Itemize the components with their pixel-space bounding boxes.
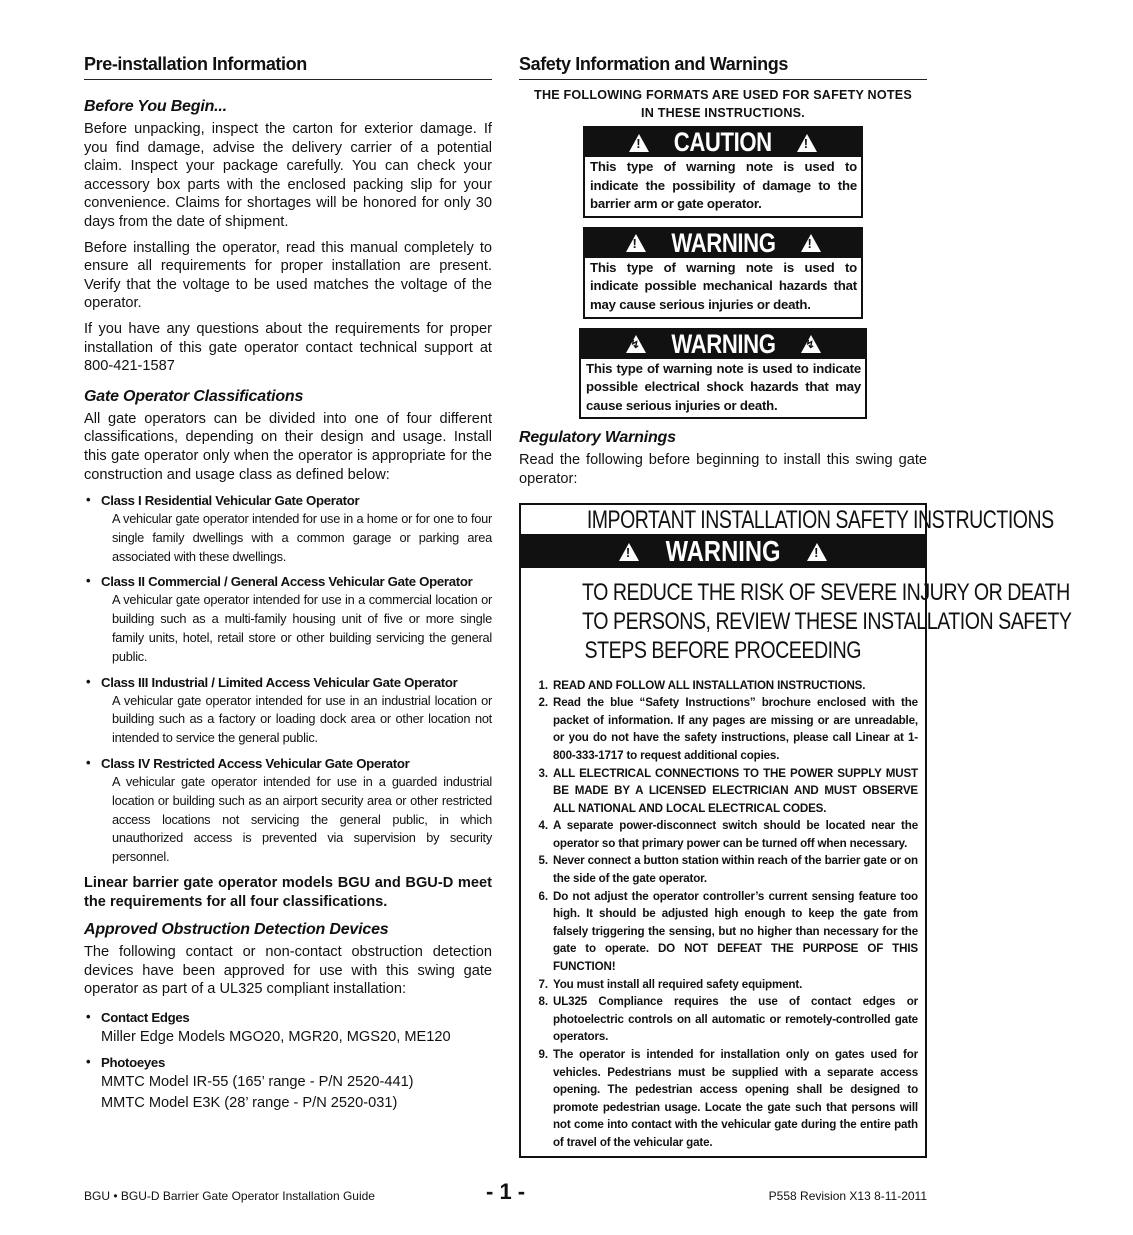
safety-heading: Safety Information and Warnings — [519, 54, 927, 80]
devices-intro: The following contact or non-contact obstruction detection devices have been approved for use with this swing gate operator as part of a UL325 compliant installation: — [84, 944, 492, 998]
caution-word: CAUTION — [674, 127, 772, 157]
class-description: A vehicular gate operator intended for use in a guarded industrial location or building such as an airport security area or other restricted access locations not servicing the general public, in which unauthorized access is prevented via supervision by security personnel. — [112, 774, 492, 865]
mechanical-warning-text: This type of warning note is used to indicate possible mechanical hazards that may cause serious injuries or death. — [590, 259, 857, 312]
before-paragraph-2: Before installing the operator, read this manual completely to ensure all requirements for proper installation are present. Verify that the voltage to be used matches the voltage of the operator. — [84, 239, 492, 312]
exclamation-triangle-icon — [801, 234, 821, 252]
class-description: A vehicular gate operator intended for use in a home or for one to four single family dwellings with a common garage or parking area associated with these dwellings. — [112, 511, 492, 564]
caution-sign-header — [585, 128, 861, 157]
footer-revision: P558 Revision X13 8-11-2011 — [768, 1189, 927, 1203]
device-item — [84, 1009, 492, 1048]
lead-line: STEPS BEFORE PROCEEDING — [584, 636, 862, 664]
exclamation-triangle-icon — [626, 234, 646, 252]
caution-sign — [583, 126, 863, 218]
footer-guide-title: BGU • BGU-D Barrier Gate Operator Installation Guide — [84, 1189, 375, 1203]
lightning-triangle-icon — [626, 335, 646, 353]
safety-step: 3. ALL ELECTRICAL CONNECTIONS TO THE POWER SUPPLY MUST BE MADE BY A LICENSED ELECTRICIAN AND MUST OBSERVE ALL NATIONAL AND LOCAL ELECTRICAL CODES. — [551, 765, 918, 818]
classification-note: Linear barrier gate operator models BGU and BGU-D meet the requirements for all four classifications. — [84, 875, 492, 910]
classifications-list — [84, 492, 492, 867]
class-item — [84, 755, 492, 867]
important-warning-word: WARNING — [665, 535, 781, 568]
important-warning-bar — [521, 536, 925, 568]
page-footer — [84, 1179, 927, 1207]
devices-heading: Approved Obstruction Detection Devices — [84, 921, 389, 939]
safety-step: 5. Never connect a button station within reach of the barrier gate or on the side of the gate operator. — [551, 852, 918, 887]
formats-line-1: THE FOLLOWING FORMATS ARE USED FOR SAFETY NOTES — [534, 88, 912, 102]
safety-step: 8. UL325 Compliance requires the use of contact edges or photoelectric controls on all automatic or remotely-controlled gate operators. — [551, 993, 918, 1046]
page-number: - 1 - — [486, 1179, 526, 1204]
safety-step: 4. A separate power-disconnect switch should be located near the operator so that primary power can be turned off when necessary. — [551, 817, 918, 852]
class-item — [84, 573, 492, 666]
class-item — [84, 674, 492, 748]
important-safety-title — [521, 505, 1054, 536]
before-you-begin-heading: Before You Begin... — [84, 98, 227, 115]
class-title: • Class III Industrial / Limited Access Vehicular Gate Operator — [101, 674, 458, 690]
formats-note — [519, 86, 927, 122]
important-safety-title-text: IMPORTANT INSTALLATION SAFETY INSTRUCTIONS — [586, 505, 1054, 534]
device-title: • Photoeyes — [101, 1055, 165, 1071]
formats-line-2: IN THESE INSTRUCTIONS. — [641, 106, 805, 120]
exclamation-triangle-icon — [619, 543, 639, 561]
warning-word: WARNING — [670, 227, 776, 258]
device-line: MMTC Model IR-55 (165’ range - P/N 2520-441) — [101, 1074, 414, 1091]
device-line: Miller Edge Models MGO20, MGR20, MGS20, ME120 — [101, 1029, 451, 1046]
warning-sign-header — [585, 229, 861, 258]
device-line: MMTC Model E3K (28’ range - P/N 2520-031) — [101, 1095, 398, 1112]
class-description: A vehicular gate operator intended for use in an industrial location or building such as a factory or loading dock area or other location not intended to service the general public. — [112, 692, 492, 746]
safety-step: 9. The operator is intended for installation only on gates used for vehicles. Pedestrians must be supplied with a separate access opening. The pedestrian access opening shall be designed to promote pedestrian usage. Locate the gate such that persons will not come into contact with the vehicular gate during the entire path of travel of the vehicular gate. — [551, 1046, 918, 1152]
electrical-warning-sign — [579, 328, 867, 420]
class-title: • Class II Commercial / General Access Vehicular Gate Operator — [101, 574, 473, 590]
important-lead-text — [521, 568, 1072, 677]
warning-word: WARNING — [670, 328, 776, 359]
warning-sign-header — [581, 330, 865, 359]
important-safety-box — [519, 503, 1072, 1158]
before-paragraph-1: Before unpacking, inspect the carton for exterior damage. If you find damage, advise the delivery carrier of a potential claim. Inspect your package carefully. You can check your accessory box parts with the enclosed packing slip for your convenience. Claims for shortages will be honored for only 30 days from the date of shipment. — [84, 121, 492, 230]
classifications-heading: Gate Operator Classifications — [84, 387, 304, 405]
safety-step: 7. You must install all required safety equipment. — [551, 976, 918, 994]
safety-steps-list — [521, 677, 925, 1152]
safety-step: 2. Read the blue “Safety Instructions” brochure enclosed with the packet of information. If any pages are missing or are unreadable, or you do not have the safety instructions, please call Linear at 1-800-333-1717 to request additional copies. — [551, 694, 918, 764]
right-column — [519, 54, 1072, 1158]
pre-installation-heading: Pre-installation Information — [84, 54, 492, 80]
regulatory-text: Read the following before beginning to install this swing gate operator: — [519, 452, 927, 487]
device-title: • Contact Edges — [101, 1010, 190, 1026]
lead-line: TO PERSONS, REVIEW THESE INSTALLATION SAFETY — [582, 607, 1072, 635]
exclamation-triangle-icon — [797, 134, 817, 152]
before-paragraph-3: If you have any questions about the requirements for proper installation of this gate operator contact technical support at 800-421-1587 — [84, 320, 492, 375]
exclamation-triangle-icon — [807, 543, 827, 561]
mechanical-warning-sign — [583, 227, 863, 319]
devices-list — [84, 1009, 492, 1114]
safety-step: 1. READ AND FOLLOW ALL INSTALLATION INSTRUCTIONS. — [551, 677, 918, 695]
caution-sign-text: This type of warning note is used to indicate the possibility of damage to the barrier arm or gate operator. — [590, 159, 857, 212]
class-item — [84, 492, 492, 566]
device-item — [84, 1054, 492, 1114]
electrical-warning-text: This type of warning note is used to indicate possible electrical shock hazards that may cause serious injuries or death. — [586, 360, 861, 413]
class-title: • Class IV Restricted Access Vehicular Gate Operator — [101, 756, 410, 772]
safety-step: 6. Do not adjust the operator controller’s current sensing feature too high. It should be adjusted high enough to keep the gate from falsely triggering the sensing, but no higher than necessary for the gate to operate. DO NOT DEFEAT THE PURPOSE OF THIS FUNCTION! — [551, 888, 918, 976]
class-description: A vehicular gate operator intended for use in a commercial location or building such as a multi-family housing unit of five or more single family units, hotel, retail store or other building servicing the general public. — [112, 592, 492, 664]
class-title: • Class I Residential Vehicular Gate Operator — [101, 493, 360, 509]
classifications-intro: All gate operators can be divided into one of four different classifications, depending on their design and usage. Install this gate operator only when the operator is appropriate for the construction and usage class as defined below: — [84, 410, 492, 483]
regulatory-heading: Regulatory Warnings — [519, 429, 676, 447]
lead-line: TO REDUCE THE RISK OF SEVERE INJURY OR DEATH — [581, 578, 1070, 606]
exclamation-triangle-icon — [629, 134, 649, 152]
lightning-triangle-icon — [801, 335, 821, 353]
left-column — [84, 54, 492, 1120]
